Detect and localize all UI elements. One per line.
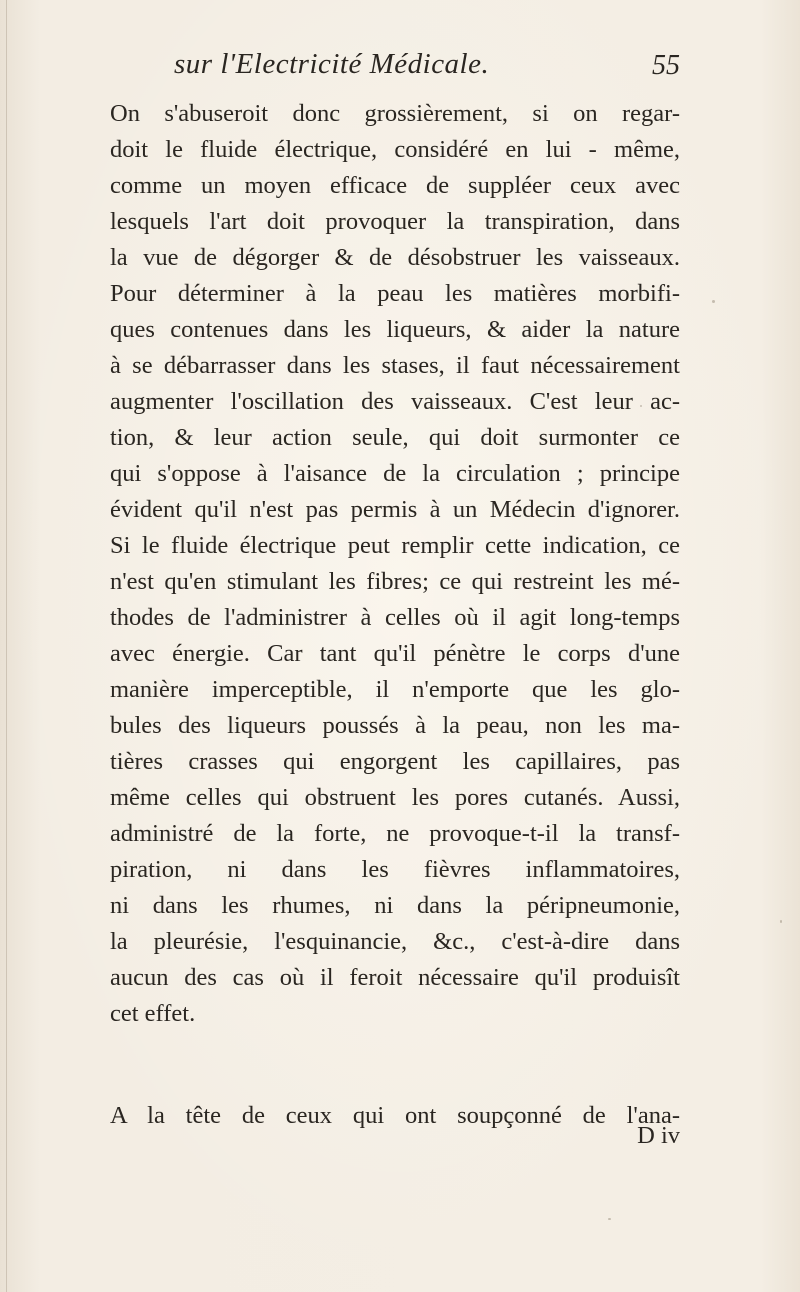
paragraph-gap (110, 1032, 680, 1098)
text-line: ni dans les rhumes, ni dans la péripneumonie, (110, 892, 680, 919)
paper-speck (712, 300, 715, 303)
text-line: Pour déterminer à la peau les matières morbifi- (110, 280, 680, 307)
page-header (110, 48, 680, 88)
text-line: bules des liqueurs poussés à la peau, non les ma- (110, 712, 680, 739)
paper-speck (608, 1218, 611, 1220)
signature-mark: D iv (637, 1122, 680, 1149)
text-line: Si le fluide électrique peut remplir cette indication, ce (110, 532, 680, 559)
text-line: tières crasses qui engorgent les capillaires, pas (110, 748, 680, 775)
text-line: tion, & leur action seule, qui doit surmonter ce (110, 424, 680, 451)
text-line: la vue de dégorger & de désobstruer les vaisseaux. (110, 244, 680, 271)
body-text (110, 96, 680, 1134)
text-line: n'est qu'en stimulant les fibres; ce qui restreint les mé- (110, 568, 680, 595)
text-line: qui s'oppose à l'aisance de la circulation ; principe (110, 460, 680, 487)
paper-speck (640, 405, 642, 407)
text-line: lesquels l'art doit provoquer la transpiration, dans (110, 208, 680, 235)
text-line: A la tête de ceux qui ont soupçonné de l'ana- (110, 1102, 680, 1129)
page-edge-line (6, 0, 7, 1292)
text-line: administré de la forte, ne provoque-t-il la transf- (110, 820, 680, 847)
text-line: évident qu'il n'est pas permis à un Médecin d'ignorer. (110, 496, 680, 523)
text-line: manière imperceptible, il n'emporte que les glo- (110, 676, 680, 703)
text-line: la pleurésie, l'esquinancie, &c., c'est-à-dire dans (110, 928, 680, 955)
text-line: ques contenues dans les liqueurs, & aider la nature (110, 316, 680, 343)
running-head: sur l'Electricité Médicale. (174, 48, 490, 80)
page-number: 55 (652, 50, 680, 81)
text-line: à se débarrasser dans les stases, il faut nécessairement (110, 352, 680, 379)
text-line: avec énergie. Car tant qu'il pénètre le corps d'une (110, 640, 680, 667)
text-line: même celles qui obstruent les pores cutanés. Aussi, (110, 784, 680, 811)
paper-speck (780, 920, 782, 923)
text-line: cet effet. (110, 1000, 196, 1027)
text-line: thodes de l'administrer à celles où il agit long-temps (110, 604, 680, 631)
text-line: doit le fluide électrique, considéré en lui - même, (110, 136, 680, 163)
text-line: On s'abuseroit donc grossièrement, si on regar- (110, 100, 680, 127)
text-line: aucun des cas où il feroit nécessaire qu'il produisît (110, 964, 680, 991)
text-line: augmenter l'oscillation des vaisseaux. C'est leur ac- (110, 388, 680, 415)
text-line: piration, ni dans les fièvres inflammatoires, (110, 856, 680, 883)
text-line: comme un moyen efficace de suppléer ceux avec (110, 172, 680, 199)
